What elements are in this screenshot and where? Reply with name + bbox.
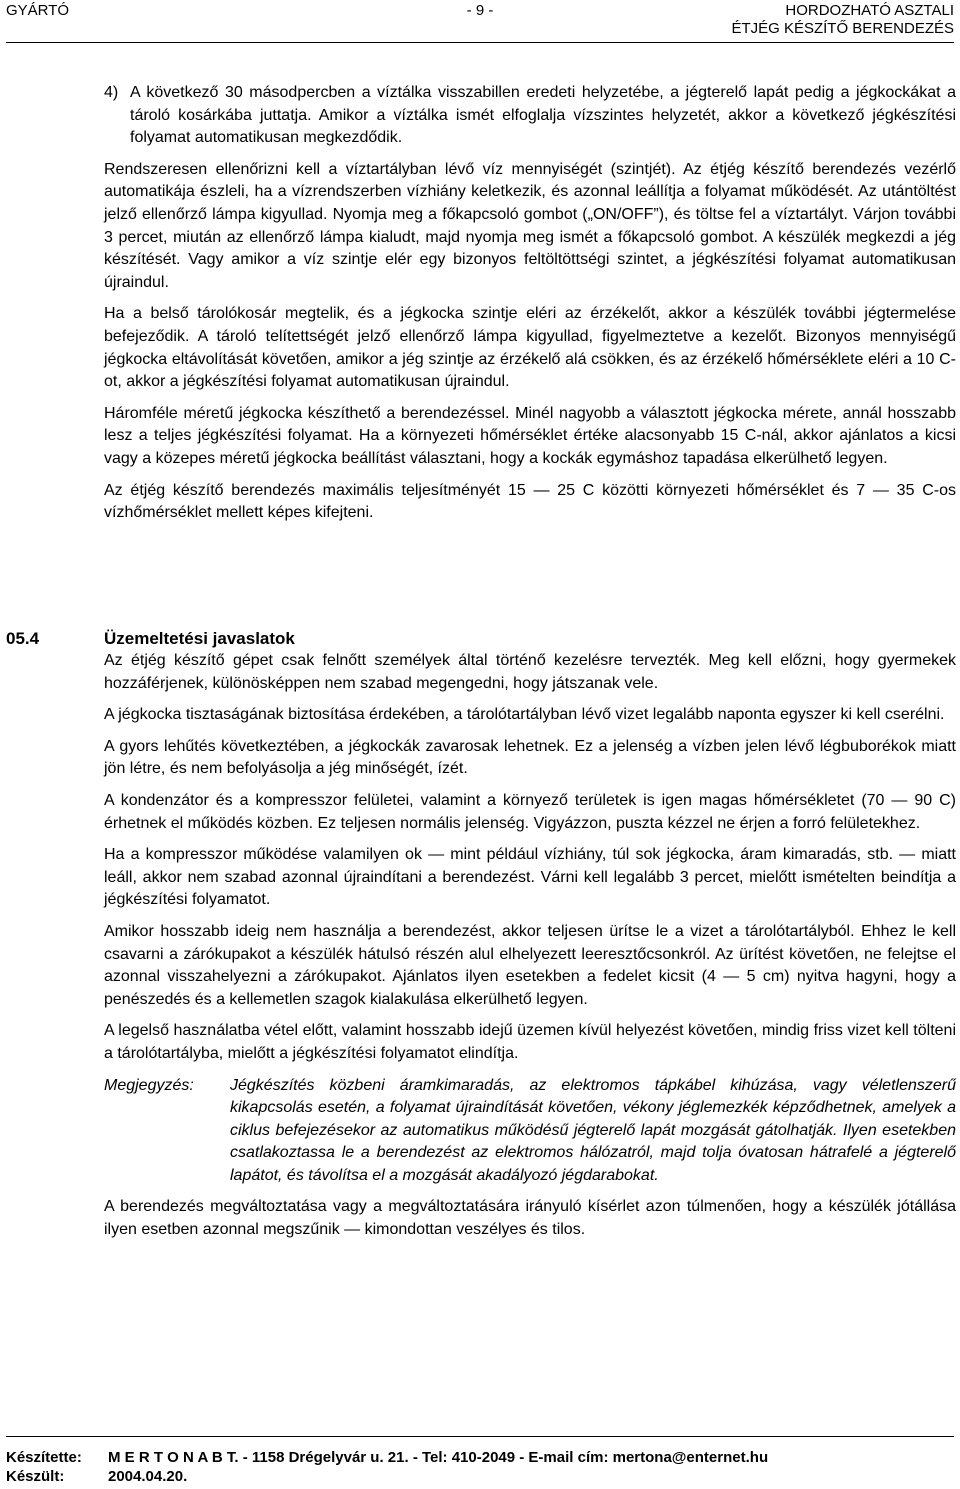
header-divider — [6, 42, 954, 43]
paragraph: Az étjég készítő berendezés maximális teljesítményét 15 — 25 C közötti környezeti hőmérséklet és 7 — 35 C-os vízhőmérséklet mellett képes kifejteni. — [104, 481, 956, 522]
header-manufacturer: GYÁRTÓ — [6, 2, 70, 19]
footer-date-label: Készült: — [6, 1468, 65, 1485]
footer-author-row — [6, 1448, 768, 1467]
paragraph: Rendszeresen ellenőrizni kell a víztartályban lévő víz mennyiségét (szintjét). Az étjég készítő berendezés vezérlő automatikája észleli, ha a vízrendszerben vízhiány keletkezik, és azonnal leállítja a folyamat működését. Az utántöltést jelző ellenőrző lámpa kigyullad. Nyomja meg a főkapcsoló gombot („ON/OFF”), és töltse fel a víztartályt. Várjon további 3 percet, miután az ellenőrző lámpa kialudt, majd nyomja meg ismét a főkapcsoló gombot. A készülék megkezdi a jég készítését. Vagy amikor a víz szintje elér egy bizonyos feltöltöttségi szintet, a jégkészítési folyamat automatikusan újraindul. — [104, 160, 956, 291]
page-header — [0, 0, 960, 44]
page-number: - 9 - — [466, 2, 494, 19]
paragraph: A jégkocka tisztaságának biztosítása érdekében, a tárolótartályban lévő vizet legalább naponta egyszer ki kell cserélni. — [104, 706, 945, 724]
final-paragraph: A berendezés megváltoztatása vagy a megváltoztatására irányuló kísérlet azon túlmenően, hogy a készülék jótállása ilyen esetben azonnal megszűnik — kimondottan veszélyes és tilos. — [104, 1198, 956, 1239]
step-item — [104, 82, 956, 150]
step-number: 4) — [104, 84, 119, 101]
page-footer — [6, 1448, 768, 1486]
paragraph: Amikor hosszabb ideig nem használja a berendezést, akkor teljesen ürítse le a vizet a tárolótartályból. Ehhez le kell csavarni a zárókupakot a készülék hátulsó részén alul elhelyezett leeresztőcsonkról. Az ürítést követően, ne felejtse el azonnal visszahelyezni a zárókupakot. Ajánlatos ilyen esetekben a fedelet kicsit (4 — 5 cm) nyitva hagyni, hogy a penészedés és a kellemetlen szagok kialakulása elkerülhető legyen. — [104, 922, 956, 1008]
note-text: Jégkészítés közbeni áramkimaradás, az elektromos tápkábel kihúzása, vagy véletlenszerű kikapcsolás esetén, a folyamat újraindítását követően, vékony jéglemezkék képződhetnek, amelyek a ciklus befejezésekor az automatikus működésű jégterelő lapát mozgását gátolhatják. Ilyen esetekben csatlakoztassa le a berendezést az elektromos hálózatról, majd tolja óvatosan hátrafelé a jégterelő lapátot, és távolítsa el a mozgását akadályozó jégdarabokat. — [230, 1076, 956, 1184]
paragraph: Ha a belső tárolókosár megtelik, és a jégkocka szintje eléri az érzékelőt, akkor a készülék további jégtermelése befejeződik. A tároló telítettségét jelző ellenőrző lámpa kigyullad, figyelmeztetve a kezelőt. Bizonyos mennyiségű jégkocka eltávolítását követően, amikor a jég szintje az érzékelő alá csökken, és az érzékelő hőmérséklete eléri a 10 C-ot, akkor a jégkészítési folyamat automatikusan újraindul. — [104, 305, 956, 391]
footer-date-row — [6, 1467, 768, 1486]
footer-divider — [6, 1436, 954, 1437]
note-label: Megjegyzés: — [104, 1076, 194, 1094]
section-heading — [6, 628, 956, 650]
intro-content — [104, 82, 956, 534]
paragraph: Ha a kompresszor működése valamilyen ok — mint például vízhiány, túl sok jégkocka, áram kimaradás, stb. — miatt leáll, akkor nem szabad azonnal újraindítani a berendezést. Várni kell legalább 3 percet, mielőtt ismételten beindítja a jégkészítési folyamatot. — [104, 846, 956, 909]
paragraph: A legelső használatba vétel előtt, valamint hosszabb idejű üzemen kívül helyezést követően, mindig friss vizet kell tölteni a tárolótartályba, mielőtt a jégkészítési folyamatot elindítja. — [104, 1022, 956, 1062]
step-text: A következő 30 másodpercben a víztálka visszabillen eredeti helyzetébe, a jégterelő lapát pedig a jégkockákat a tároló kosárkába juttatja. Amikor a víztálka ismét elfoglalja vízszintes helyzetét, akkor a következő jégkészítési folyamat automatikusan megkezdődik. — [130, 84, 956, 147]
paragraph: A kondenzátor és a kompresszor felületei, valamint a környező területek is igen magas hőmérsékletet (70 — 90 C) érhetnek el működés közben. Ez teljesen normális jelenség. Vigyázzon, puszta kézzel ne érjen a forró felületekhez. — [104, 791, 956, 832]
footer-date-value: 2004.04.20. — [108, 1468, 188, 1485]
paragraph: A gyors lehűtés következtében, a jégkockák zavarosak lehetnek. Ez a jelenség a vízben jelen lévő légbuborékok miatt jön létre, és nem befolyásolja a jég minőségét, ízét. — [104, 737, 956, 778]
paragraph: Az étjég készítő gépet csak felnőtt személyek által történő kezelésre tervezték. Meg kell előzni, hogy gyermekek hozzáférjenek, különösképpen nem szabad megengedni, hogy játszanak vele. — [104, 652, 956, 692]
footer-author-value: M E R T O N A B T. - 1158 Drégelyvár u. 21. - Tel: 410-2049 - E-mail cím: mertona@enternet.hu — [108, 1449, 769, 1466]
header-product-line1: HORDOZHATÓ ASZTALI — [785, 2, 954, 19]
section-body — [104, 650, 956, 1242]
section-title: Üzemeltetési javaslatok — [104, 629, 295, 648]
paragraph: Háromféle méretű jégkocka készíthető a berendezéssel. Minél nagyobb a választott jégkocka mérete, annál hosszabb lesz a teljes jégkészítési folyamat. Ha a környezeti hőmérséklet értéke alacsonyabb 15 C-nál, akkor ajánlatos a kicsi vagy a közepes méretű jégkocka beállítást választani, hogy a kockák egymáshoz tapadása elkerülhető legyen. — [104, 404, 956, 467]
section-054 — [6, 628, 956, 1251]
footer-author-label: Készítette: — [6, 1449, 82, 1466]
section-number: 05.4 — [6, 629, 40, 648]
note-block — [104, 1075, 956, 1188]
header-product — [731, 2, 954, 38]
header-product-line2: ÉTJÉG KÉSZÍTŐ BERENDEZÉS — [731, 20, 954, 37]
